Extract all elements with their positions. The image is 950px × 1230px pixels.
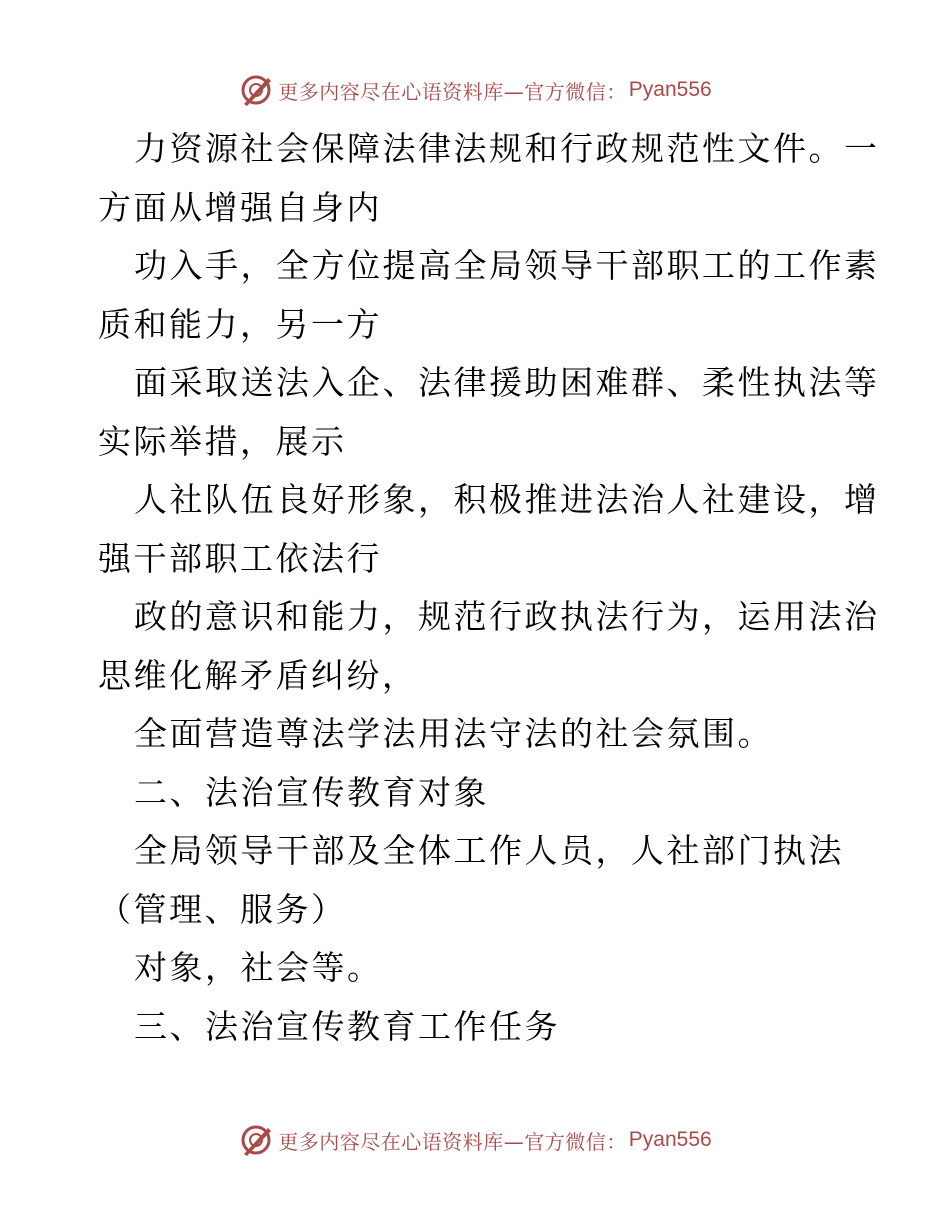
pen-logo-icon (238, 72, 274, 108)
text-line: 全局领导干部及全体工作人员，人社部门执法 (134, 831, 844, 870)
text-line: 思维化解矛盾纠纷， (98, 655, 418, 695)
pen-logo-icon (238, 1122, 274, 1158)
text-line: 方面从增强自身内 (98, 187, 382, 227)
text-line: 人社队伍良好形象，积极推进法治人社建设，增 (134, 480, 880, 519)
text-line: 强干部职工依法行 (98, 538, 382, 578)
text-line: 全面营造尊法学法用法守法的社会氛围。 (134, 714, 773, 753)
wechat-id: Pyan556 (628, 78, 712, 101)
text-line: （管理、服务） (98, 889, 347, 929)
section-heading: 三、法治宣传教育工作任务 (134, 1006, 560, 1046)
section-heading: 二、法治宣传教育对象 (134, 772, 489, 812)
text-line: 政的意识和能力，规范行政执法行为，运用法治 (134, 597, 880, 636)
text-line: 面采取送法入企、法律援助困难群、柔性执法等 (134, 363, 880, 402)
text-line: 功入手，全方位提高全局领导干部职工的工作素 (134, 246, 880, 285)
text-line: 力资源社会保障法律法规和行政规范性文件。一 (134, 129, 880, 168)
text-line: 对象，社会等。 (134, 948, 383, 987)
banner-text: 更多内容尽在心语资料库—官方微信： (278, 1129, 627, 1154)
banner-text: 更多内容尽在心语资料库—官方微信： (278, 79, 627, 104)
header-watermark-banner (0, 70, 950, 110)
text-line: 质和能力，另一方 (98, 304, 382, 344)
wechat-id: Pyan556 (628, 1128, 712, 1151)
footer-watermark-banner (0, 1120, 950, 1160)
text-line: 实际举措，展示 (98, 421, 347, 461)
document-body (98, 120, 880, 1056)
